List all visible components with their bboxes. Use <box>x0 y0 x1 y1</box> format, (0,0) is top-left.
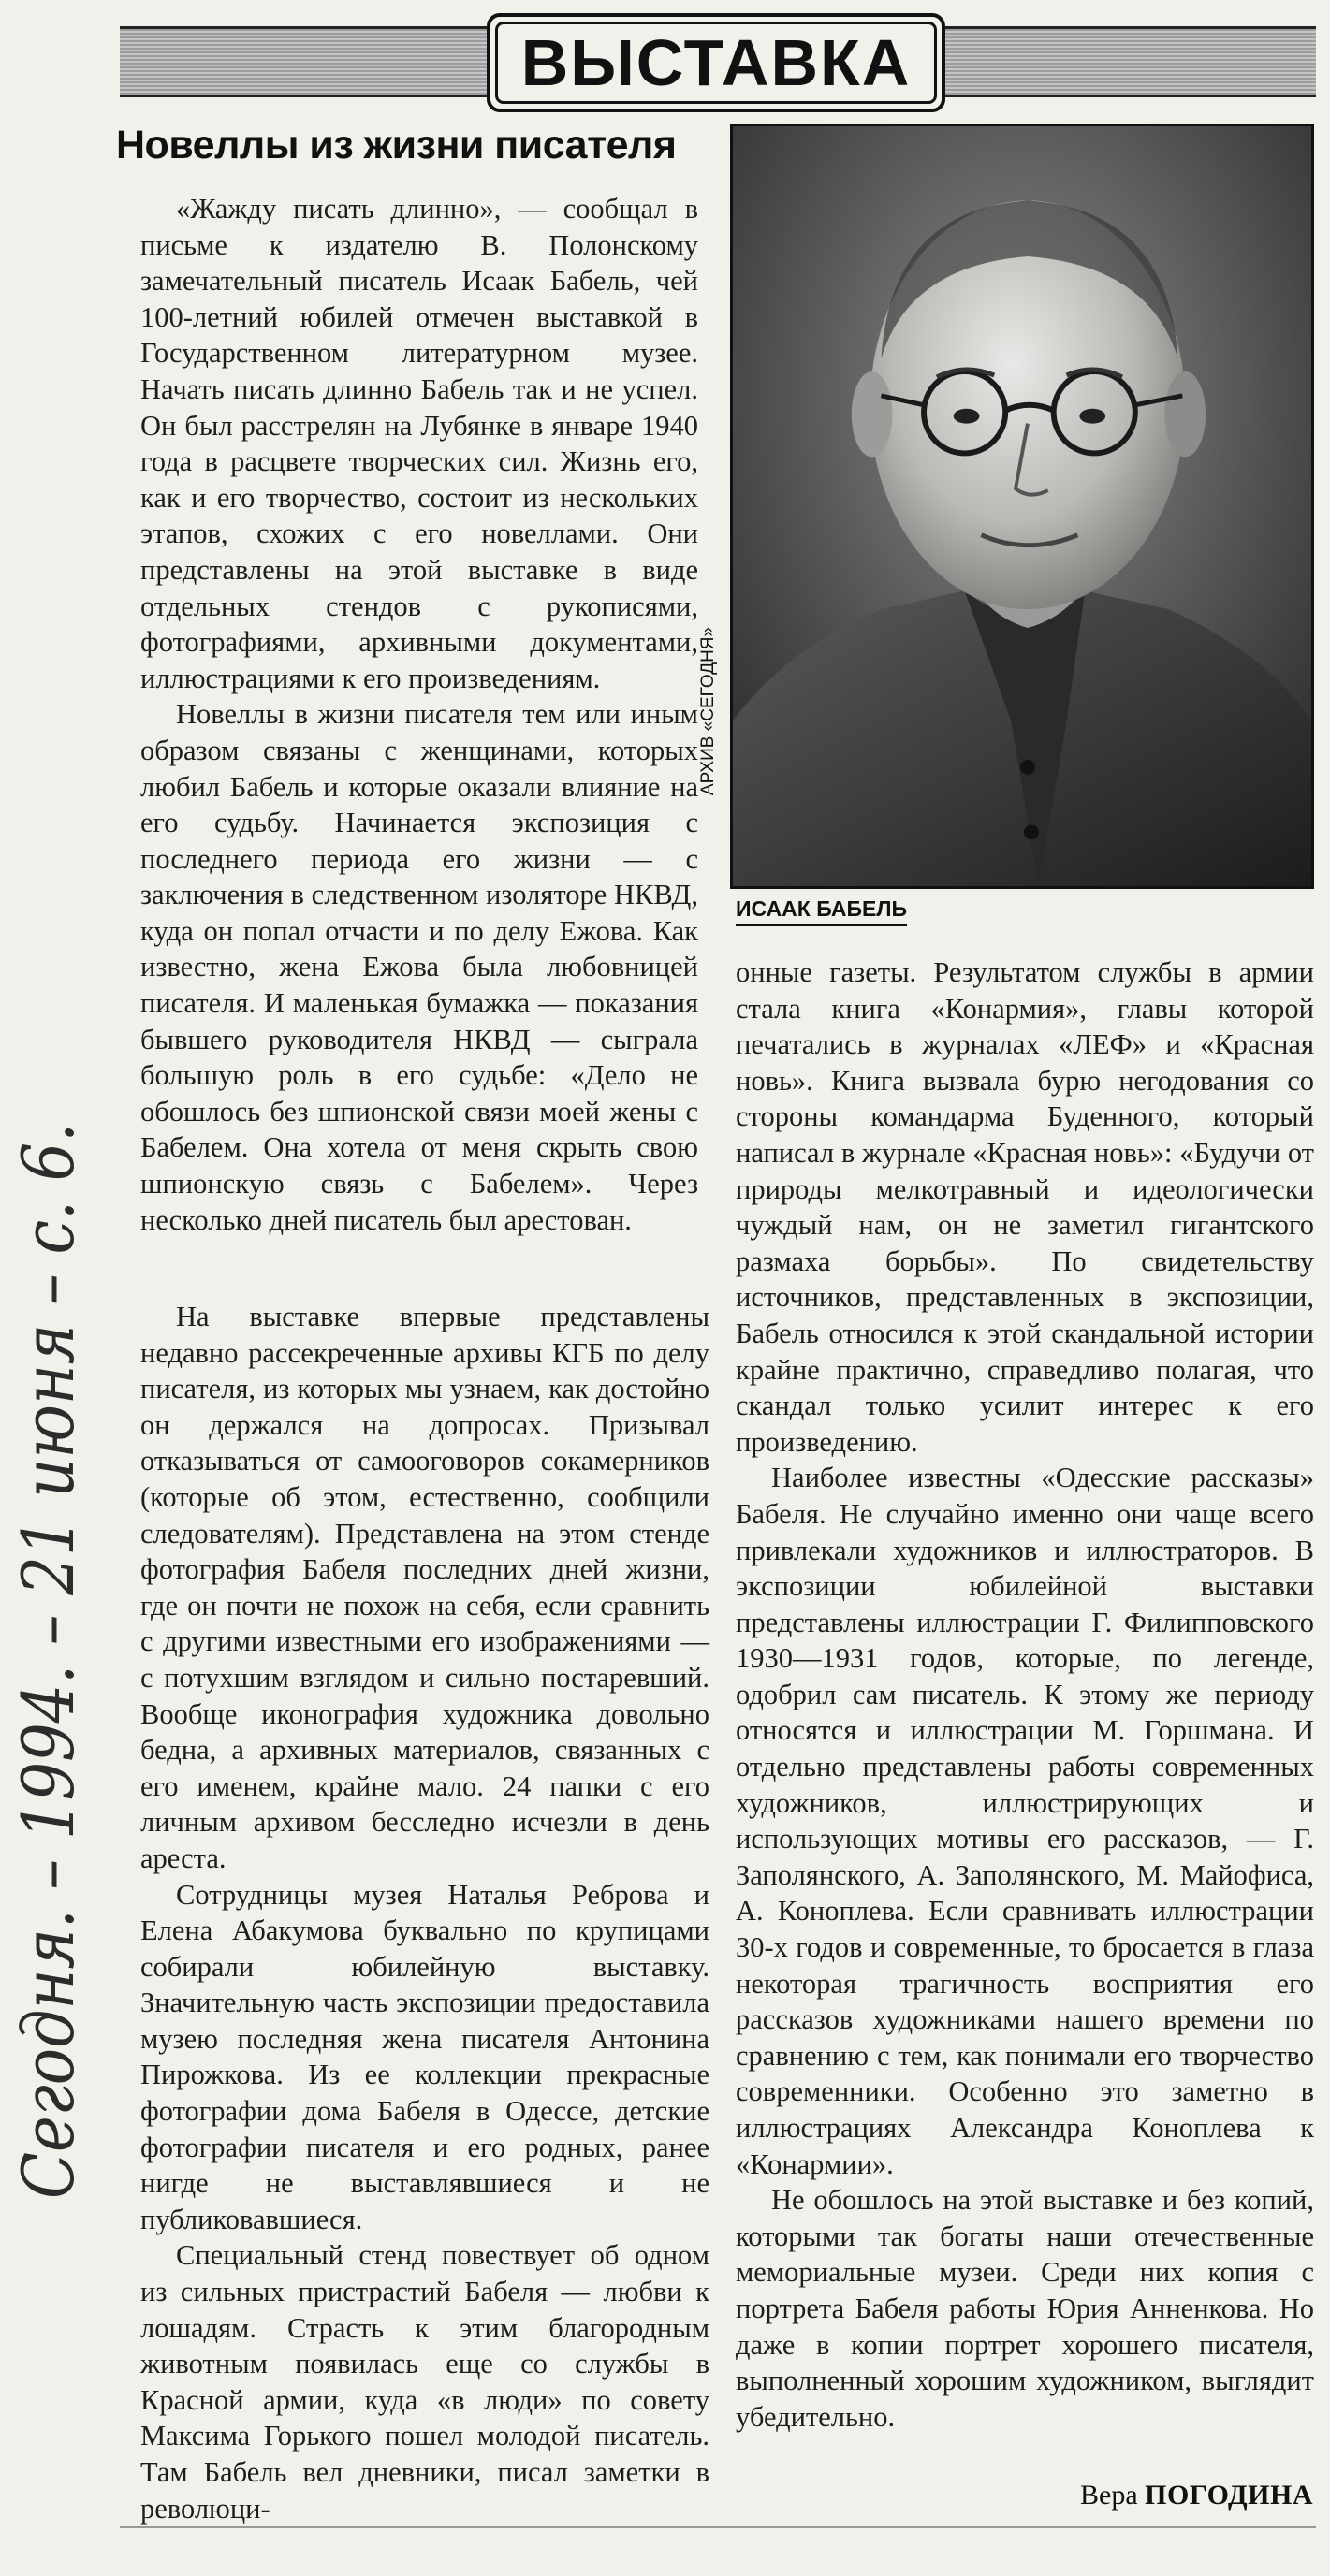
author-first-name: Вера <box>1080 2480 1138 2511</box>
paragraph: На выставке впервые представлены недавно рассекреченные архивы КГБ по делу писателя, из которых мы узнаем, как достойно он держался на допросах. Призывал отказываться от самооговоров сокамерников (которые об этом, естественно, сообщили следователям). Представлена на этом стенде фотография Бабеля последних дней жизни, где он почти не похож на себя, если сравнить с другими известными его изображениями — с потухшим взглядом и сильно постаревший. Вообще иконография художника довольно бедна, а архивных материалов, связанных с его именем, крайне мало. 24 папки с его личным архивом бесследно исчезли в день ареста. <box>140 1301 709 1874</box>
paragraph: Специальный стенд повествует об одном из сильных пристрастий Бабеля — любви к лошадям. Страсть к этим благородным животным появилась еще со службы в Красной армии, куда «в люди» по совету Максима Горького пошел молодой писатель. Там Бабель вел дневники, писал заметки в революци- <box>140 2239 709 2525</box>
article-column-1 <box>140 191 698 1238</box>
portrait-illustration <box>733 126 1311 886</box>
photo-credit-text: АРХИВ «СЕГОДНЯ» <box>698 626 718 796</box>
author-signature <box>1080 2480 1313 2511</box>
paragraph: онные газеты. Результатом службы в армии стала книга «Конармия», главы которой печатались в журналах «ЛЕФ» и «Красная новь». Книга вызвала бурю негодования со стороны командарма Буденного, который написал в журнале «Красная новь»: «Будучи от природы мелкотравный и идеологически чуждый нам, он не заметил гигантского размаха борьбы». По свидетельству источников, представленных в экспозиции, Бабель относился к этой скандальной истории крайне практично, справедливо полагая, что скандал только усилит интерес к его произведению. <box>736 956 1314 1458</box>
photo-credit <box>694 599 723 823</box>
paragraph: Наиболее известны «Одесские рассказы» Бабеля. Не случайно именно они чаще всего привлекали художников и иллюстраторов. В экспозиции юбилейной выставки представлены иллюстрации Г. Филипповского 1930—1931 годов, которые, по легенде, одобрил сам писатель. К этому же периоду относятся и иллюстрации М. Горшмана. И отдельно представлены работы современных художников, иллюстрирующих и использующих мотивы его рассказов, — Г. Заполянского, А. Заполянского, М. Майофиса, А. Коноплева. Если сравнивать иллюстрации 30-х годов и современные, то бросается в глаза некоторая трагичность восприятия его рассказов художниками нашего времени по сравнению с тем, как понимали его творчество современники. Особенно это заметно в иллюстрациях Александра Коноплева к «Конармии». <box>736 1462 1314 2180</box>
rubric-label: ВЫСТАВКА <box>495 22 937 104</box>
photo-caption: ИСААК БАБЕЛЬ <box>736 896 907 926</box>
rubric-box <box>487 13 945 112</box>
paragraph: Сотрудницы музея Наталья Реброва и Елена Абакумова буквально по крупицами собирали юбилейную выставку. Значительную часть экспозиции предоставила музею последняя жена писателя Антонина Пирожкова. Из ее коллекции прекрасные фотографии дома Бабеля в Одессе, детские фотографии писателя и его родных, ранее нигде не выставлявшиеся и не публиковавшиеся. <box>140 1878 709 2235</box>
handwritten-note-text: Сегодня. – 1994. – 21 июня – с. 6. <box>7 1104 90 2199</box>
paragraph: Не обошлось на этой выставке и без копий, которыми так богаты наши отечественные мемориальные музеи. Среди них копия с портрета Бабеля работы Юрия Анненкова. Но даже в копии портрет хорошего писателя, выполненный хорошим художником, выглядит убедительно. <box>736 2184 1314 2433</box>
article-column-3 <box>736 954 1314 2435</box>
article-headline: Новеллы из жизни писателя <box>116 123 677 167</box>
author-last-name: ПОГОДИНА <box>1145 2480 1313 2511</box>
article-column-2 <box>140 1299 709 2526</box>
paragraph: «Жажду писать длинно», — сообщал в письме к издателю В. Полонскому замечательный писатель Исаак Бабель, чей 100-летний юбилей отмечен выставкой в Государственном литературном музее. Начать писать длинно Бабель так и не успел. Он был расстрелян на Лубянке в январе 1940 года в расцвете творческих сил. Жизнь его, как и его творчество, состоит из нескольких этапов, схожих с его новеллами. Они представлены на этой выставке в виде отдельных стендов с рукописями, фотографиями, архивными документами, иллюстрациями к его произведениям. <box>140 193 698 694</box>
handwritten-note <box>0 1104 112 2208</box>
paragraph: Новеллы в жизни писателя тем или иным образом связаны с женщинами, которых любил Бабель и которые оказали влияние на его судьбу. Начинается экспозиция с последнего периода его жизни — с заключения в следственном изоляторе НКВД, куда он попал отчасти и по делу Ежова. Как известно, жена Ежова была любовницей писателя. И маленькая бумажка — показания бывшего руководителя НКВД — сыграла большую роль в его судьбе: «Дело не обошлось без шпионской связи моей жены с Бабелем. Она хотела от меня скрыть свою шпионскую связь с Бабелем». Через несколько дней писатель был арестован. <box>140 698 698 1236</box>
portrait-photo <box>730 124 1314 889</box>
bottom-rule <box>120 2526 1316 2528</box>
